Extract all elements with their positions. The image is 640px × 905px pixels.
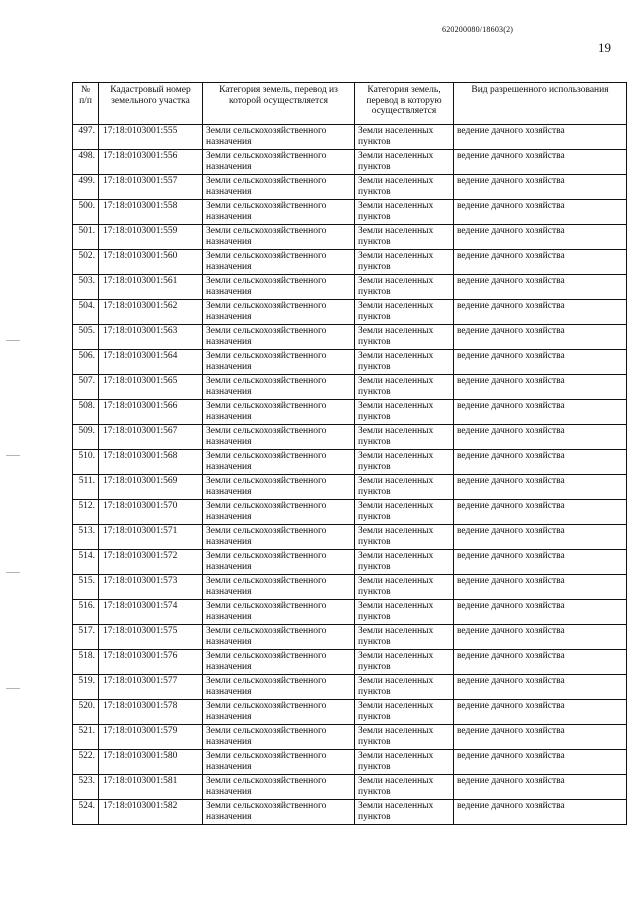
table-row — [73, 275, 627, 300]
table-row — [73, 350, 627, 375]
category-to: Земли населенных пунктов — [355, 550, 454, 575]
category-from: Земли сельскохозяйственного назначения — [203, 700, 355, 725]
cadastral-number: 17:18:0103001:580 — [99, 750, 203, 775]
category-from: Земли сельскохозяйственного назначения — [203, 425, 355, 450]
category-to: Земли населенных пунктов — [355, 675, 454, 700]
permitted-use: ведение дачного хозяйства — [454, 125, 627, 150]
cadastral-number: 17:18:0103001:560 — [99, 250, 203, 275]
permitted-use: ведение дачного хозяйства — [454, 425, 627, 450]
scan-margin-mark — [6, 572, 20, 576]
category-from: Земли сельскохозяйственного назначения — [203, 500, 355, 525]
category-to: Земли населенных пунктов — [355, 775, 454, 800]
table-row — [73, 125, 627, 150]
table-body — [73, 125, 627, 825]
category-from: Земли сельскохозяйственного назначения — [203, 150, 355, 175]
category-to: Земли населенных пунктов — [355, 175, 454, 200]
permitted-use: ведение дачного хозяйства — [454, 275, 627, 300]
permitted-use: ведение дачного хозяйства — [454, 500, 627, 525]
header-cadastral-number: Кадастровый номер земельного участка — [99, 83, 203, 125]
cadastral-number: 17:18:0103001:571 — [99, 525, 203, 550]
permitted-use: ведение дачного хозяйства — [454, 525, 627, 550]
permitted-use: ведение дачного хозяйства — [454, 250, 627, 275]
permitted-use: ведение дачного хозяйства — [454, 300, 627, 325]
category-to: Земли населенных пунктов — [355, 475, 454, 500]
scan-margin-mark — [6, 455, 20, 459]
table-row — [73, 225, 627, 250]
row-number: 501. — [73, 225, 99, 250]
row-number: 499. — [73, 175, 99, 200]
cadastral-number: 17:18:0103001:557 — [99, 175, 203, 200]
category-to: Земли населенных пунктов — [355, 425, 454, 450]
category-to: Земли населенных пунктов — [355, 700, 454, 725]
permitted-use: ведение дачного хозяйства — [454, 675, 627, 700]
permitted-use: ведение дачного хозяйства — [454, 175, 627, 200]
header-permitted-use: Вид разрешенного использования — [454, 83, 627, 125]
category-from: Земли сельскохозяйственного назначения — [203, 675, 355, 700]
category-from: Земли сельскохозяйственного назначения — [203, 375, 355, 400]
table-row — [73, 600, 627, 625]
land-plots-table — [72, 82, 627, 825]
row-number: 511. — [73, 475, 99, 500]
cadastral-number: 17:18:0103001:572 — [99, 550, 203, 575]
row-number: 521. — [73, 725, 99, 750]
row-number: 502. — [73, 250, 99, 275]
cadastral-number: 17:18:0103001:559 — [99, 225, 203, 250]
category-from: Земли сельскохозяйственного назначения — [203, 400, 355, 425]
category-to: Земли населенных пунктов — [355, 575, 454, 600]
cadastral-number: 17:18:0103001:574 — [99, 600, 203, 625]
table-row — [73, 800, 627, 825]
row-number: 497. — [73, 125, 99, 150]
category-to: Земли населенных пунктов — [355, 800, 454, 825]
table-row — [73, 700, 627, 725]
category-from: Земли сельскохозяйственного назначения — [203, 250, 355, 275]
permitted-use: ведение дачного хозяйства — [454, 375, 627, 400]
category-to: Земли населенных пунктов — [355, 750, 454, 775]
category-to: Земли населенных пунктов — [355, 525, 454, 550]
category-from: Земли сельскохозяйственного назначения — [203, 275, 355, 300]
row-number: 514. — [73, 550, 99, 575]
row-number: 519. — [73, 675, 99, 700]
scan-margin-mark — [6, 688, 20, 692]
category-to: Земли населенных пунктов — [355, 250, 454, 275]
row-number: 520. — [73, 700, 99, 725]
cadastral-number: 17:18:0103001:567 — [99, 425, 203, 450]
cadastral-number: 17:18:0103001:578 — [99, 700, 203, 725]
table-row — [73, 550, 627, 575]
category-to: Земли населенных пунктов — [355, 350, 454, 375]
table-header-row — [73, 83, 627, 125]
table-row — [73, 450, 627, 475]
permitted-use: ведение дачного хозяйства — [454, 650, 627, 675]
category-from: Земли сельскохозяйственного назначения — [203, 750, 355, 775]
cadastral-number: 17:18:0103001:582 — [99, 800, 203, 825]
category-to: Земли населенных пунктов — [355, 375, 454, 400]
table-row — [73, 150, 627, 175]
table-row — [73, 475, 627, 500]
permitted-use: ведение дачного хозяйства — [454, 400, 627, 425]
header-category-from: Категория земель, перевод из которой осуществляется — [203, 83, 355, 125]
table-row — [73, 750, 627, 775]
category-to: Земли населенных пунктов — [355, 325, 454, 350]
category-from: Земли сельскохозяйственного назначения — [203, 800, 355, 825]
cadastral-number: 17:18:0103001:575 — [99, 625, 203, 650]
category-from: Земли сельскохозяйственного назначения — [203, 725, 355, 750]
row-number: 505. — [73, 325, 99, 350]
row-number: 515. — [73, 575, 99, 600]
cadastral-number: 17:18:0103001:556 — [99, 150, 203, 175]
row-number: 506. — [73, 350, 99, 375]
cadastral-number: 17:18:0103001:558 — [99, 200, 203, 225]
row-number: 508. — [73, 400, 99, 425]
page-number: 19 — [598, 40, 611, 55]
cadastral-number: 17:18:0103001:570 — [99, 500, 203, 525]
table-row — [73, 325, 627, 350]
cadastral-number: 17:18:0103001:569 — [99, 475, 203, 500]
header-num: № п/п — [73, 83, 99, 125]
category-to: Земли населенных пунктов — [355, 200, 454, 225]
table-row — [73, 250, 627, 275]
table-row — [73, 175, 627, 200]
cadastral-number: 17:18:0103001:561 — [99, 275, 203, 300]
category-from: Земли сельскохозяйственного назначения — [203, 775, 355, 800]
cadastral-number: 17:18:0103001:581 — [99, 775, 203, 800]
permitted-use: ведение дачного хозяйства — [454, 350, 627, 375]
scan-margin-mark — [6, 340, 20, 344]
table-row — [73, 650, 627, 675]
category-to: Земли населенных пунктов — [355, 650, 454, 675]
row-number: 523. — [73, 775, 99, 800]
category-from: Земли сельскохозяйственного назначения — [203, 450, 355, 475]
category-from: Земли сельскохозяйственного назначения — [203, 550, 355, 575]
row-number: 510. — [73, 450, 99, 475]
row-number: 504. — [73, 300, 99, 325]
row-number: 507. — [73, 375, 99, 400]
category-from: Земли сельскохозяйственного назначения — [203, 300, 355, 325]
table-row — [73, 625, 627, 650]
permitted-use: ведение дачного хозяйства — [454, 800, 627, 825]
cadastral-number: 17:18:0103001:573 — [99, 575, 203, 600]
document-id: 620200080/18603(2) — [442, 25, 514, 34]
category-from: Земли сельскохозяйственного назначения — [203, 200, 355, 225]
category-from: Земли сельскохозяйственного назначения — [203, 175, 355, 200]
table-row — [73, 575, 627, 600]
cadastral-number: 17:18:0103001:576 — [99, 650, 203, 675]
category-from: Земли сельскохозяйственного назначения — [203, 625, 355, 650]
permitted-use: ведение дачного хозяйства — [454, 775, 627, 800]
category-from: Земли сельскохозяйственного назначения — [203, 650, 355, 675]
cadastral-number: 17:18:0103001:577 — [99, 675, 203, 700]
permitted-use: ведение дачного хозяйства — [454, 625, 627, 650]
permitted-use: ведение дачного хозяйства — [454, 550, 627, 575]
category-to: Земли населенных пунктов — [355, 300, 454, 325]
table-row — [73, 675, 627, 700]
category-from: Земли сельскохозяйственного назначения — [203, 525, 355, 550]
header-category-to: Категория земель, перевод в которую осуществляется — [355, 83, 454, 125]
permitted-use: ведение дачного хозяйства — [454, 700, 627, 725]
table-row — [73, 425, 627, 450]
table-row — [73, 500, 627, 525]
category-to: Земли населенных пунктов — [355, 275, 454, 300]
table-row — [73, 400, 627, 425]
cadastral-number: 17:18:0103001:564 — [99, 350, 203, 375]
row-number: 516. — [73, 600, 99, 625]
row-number: 500. — [73, 200, 99, 225]
row-number: 509. — [73, 425, 99, 450]
category-to: Земли населенных пунктов — [355, 400, 454, 425]
category-from: Земли сельскохозяйственного назначения — [203, 600, 355, 625]
row-number: 524. — [73, 800, 99, 825]
category-from: Земли сельскохозяйственного назначения — [203, 225, 355, 250]
row-number: 517. — [73, 625, 99, 650]
category-to: Земли населенных пунктов — [355, 600, 454, 625]
category-from: Земли сельскохозяйственного назначения — [203, 125, 355, 150]
cadastral-number: 17:18:0103001:555 — [99, 125, 203, 150]
table-row — [73, 775, 627, 800]
category-to: Земли населенных пунктов — [355, 225, 454, 250]
row-number: 498. — [73, 150, 99, 175]
permitted-use: ведение дачного хозяйства — [454, 450, 627, 475]
cadastral-number: 17:18:0103001:562 — [99, 300, 203, 325]
category-from: Земли сельскохозяйственного назначения — [203, 475, 355, 500]
cadastral-number: 17:18:0103001:566 — [99, 400, 203, 425]
permitted-use: ведение дачного хозяйства — [454, 725, 627, 750]
permitted-use: ведение дачного хозяйства — [454, 575, 627, 600]
cadastral-number: 17:18:0103001:579 — [99, 725, 203, 750]
table-row — [73, 200, 627, 225]
category-to: Земли населенных пунктов — [355, 500, 454, 525]
row-number: 522. — [73, 750, 99, 775]
permitted-use: ведение дачного хозяйства — [454, 475, 627, 500]
row-number: 513. — [73, 525, 99, 550]
cadastral-number: 17:18:0103001:563 — [99, 325, 203, 350]
permitted-use: ведение дачного хозяйства — [454, 600, 627, 625]
category-to: Земли населенных пунктов — [355, 450, 454, 475]
table-row — [73, 525, 627, 550]
table-row — [73, 375, 627, 400]
permitted-use: ведение дачного хозяйства — [454, 225, 627, 250]
cadastral-number: 17:18:0103001:568 — [99, 450, 203, 475]
category-to: Земли населенных пунктов — [355, 625, 454, 650]
category-from: Земли сельскохозяйственного назначения — [203, 350, 355, 375]
row-number: 503. — [73, 275, 99, 300]
row-number: 518. — [73, 650, 99, 675]
cadastral-number: 17:18:0103001:565 — [99, 375, 203, 400]
permitted-use: ведение дачного хозяйства — [454, 325, 627, 350]
row-number: 512. — [73, 500, 99, 525]
table-row — [73, 725, 627, 750]
permitted-use: ведение дачного хозяйства — [454, 200, 627, 225]
table-row — [73, 300, 627, 325]
category-to: Земли населенных пунктов — [355, 125, 454, 150]
category-to: Земли населенных пунктов — [355, 725, 454, 750]
permitted-use: ведение дачного хозяйства — [454, 150, 627, 175]
category-from: Земли сельскохозяйственного назначения — [203, 325, 355, 350]
permitted-use: ведение дачного хозяйства — [454, 750, 627, 775]
category-to: Земли населенных пунктов — [355, 150, 454, 175]
category-from: Земли сельскохозяйственного назначения — [203, 575, 355, 600]
